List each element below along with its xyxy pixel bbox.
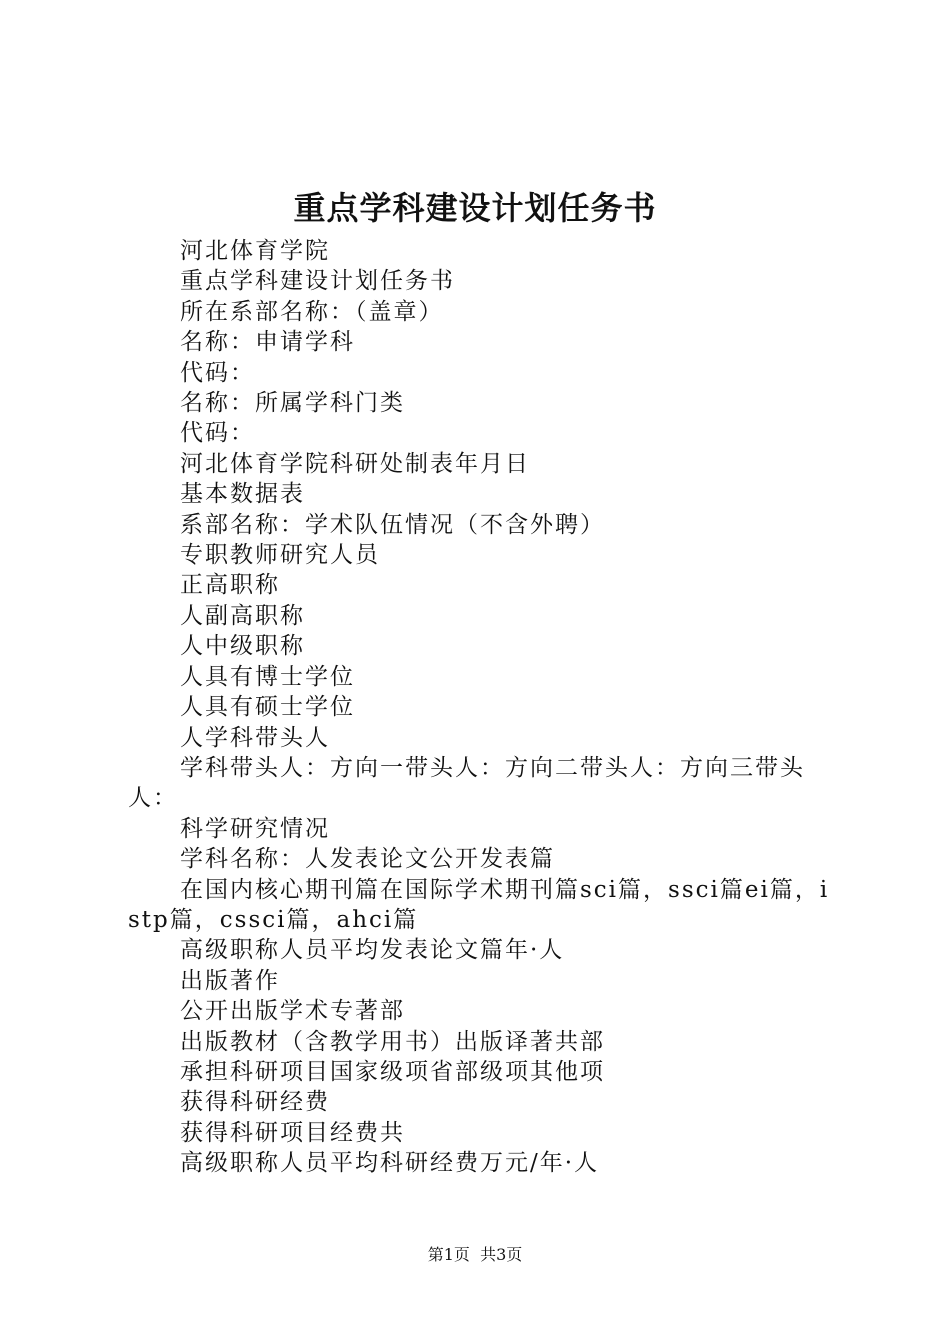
paragraph: 基本数据表 — [180, 481, 305, 508]
paragraph: 重点学科建设计划任务书 — [180, 268, 455, 295]
document-title: 重点学科建设计划任务书 — [293, 189, 657, 227]
document-body — [128, 236, 838, 1179]
paragraph: 学科名称：人发表论文公开发表篇 — [180, 846, 555, 873]
page-total: 共3页 — [480, 1245, 523, 1264]
paragraph: 在国内核心期刊篇在国际学术期刊篇sci篇，ssci篇ei篇，istp篇，cssci篇，ahci篇 — [128, 876, 830, 933]
paragraph: 系部名称：学术队伍情况（不含外聘） — [180, 511, 605, 538]
paragraph: 名称：所属学科门类 — [180, 390, 405, 417]
paragraph: 所在系部名称：（盖章） — [180, 298, 444, 325]
paragraph: 代码： — [180, 359, 255, 386]
paragraph: 人学科带头人 — [180, 724, 330, 751]
footer-separator — [470, 1245, 480, 1264]
paragraph: 公开出版学术专著部 — [180, 998, 405, 1025]
paragraph: 人副高职称 — [180, 602, 305, 629]
paragraph: 代码： — [180, 420, 255, 447]
paragraph: 出版教材（含教学用书）出版译著共部 — [180, 1028, 605, 1055]
paragraph: 人中级职称 — [180, 633, 305, 660]
paragraph: 高级职称人员平均科研经费万元/年·人 — [180, 1150, 600, 1177]
page-number: 第1页 — [427, 1245, 470, 1264]
paragraph: 人具有博士学位 — [180, 663, 355, 690]
paragraph: 获得科研项目经费共 — [180, 1119, 405, 1146]
paragraph: 正高职称 — [180, 572, 280, 599]
page-footer — [0, 1243, 950, 1267]
paragraph: 获得科研经费 — [180, 1089, 330, 1116]
paragraph: 河北体育学院科研处制表年月日 — [180, 450, 530, 477]
paragraph: 学科带头人：方向一带头人：方向二带头人：方向三带头人： — [128, 754, 805, 812]
paragraph: 科学研究情况 — [180, 815, 330, 842]
paragraph: 承担科研项目国家级项省部级项其他项 — [180, 1058, 605, 1085]
paragraph: 专职教师研究人员 — [180, 542, 380, 569]
paragraph: 河北体育学院 — [180, 238, 330, 264]
paragraph: 人具有硕士学位 — [180, 694, 355, 721]
paragraph: 高级职称人员平均发表论文篇年·人 — [180, 937, 565, 964]
paragraph: 名称：申请学科 — [180, 329, 355, 356]
paragraph: 出版著作 — [180, 967, 280, 994]
